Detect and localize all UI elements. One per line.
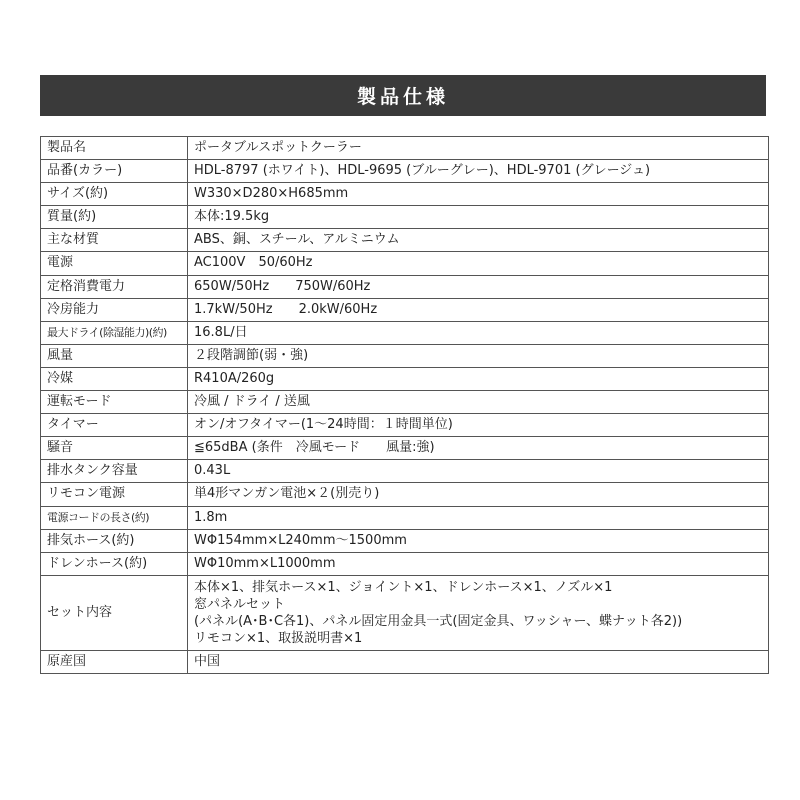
- row-value: ABS、銅、スチール、アルミニウム: [188, 229, 769, 252]
- row-value: 本体:19.5kg: [188, 206, 769, 229]
- table-row: [41, 298, 769, 321]
- table-row: [41, 229, 769, 252]
- table-row: [41, 529, 769, 552]
- table-row: [41, 160, 769, 183]
- row-value: 0.43L: [188, 460, 769, 483]
- table-row: [41, 321, 769, 344]
- table-row: [41, 252, 769, 275]
- row-label: 定格消費電力: [41, 275, 188, 298]
- row-label: 最大ドライ(除湿能力)(約): [41, 321, 188, 344]
- row-value: 中国: [188, 650, 769, 673]
- row-label: 質量(約): [41, 206, 188, 229]
- row-label: 電源コードの長さ(約): [41, 506, 188, 529]
- row-label: タイマー: [41, 414, 188, 437]
- table-row: [41, 275, 769, 298]
- row-value: ポータブルスポットクーラー: [188, 137, 769, 160]
- row-label: 原産国: [41, 650, 188, 673]
- row-value: WΦ154mm×L240mm〜1500mm: [188, 529, 769, 552]
- row-value: ２段階調節(弱・強): [188, 344, 769, 367]
- set-contents-line: (パネル(A･B･C各1)、パネル固定用金具一式(固定金具、ワッシャー、蝶ナット各2)): [194, 613, 683, 629]
- row-label: 冷房能力: [41, 298, 188, 321]
- table-row: [41, 552, 769, 575]
- row-label: 製品名: [41, 137, 188, 160]
- row-value: HDL-8797 (ホワイト)、HDL-9695 (ブルーグレー)、HDL-9701 (グレージュ): [188, 160, 769, 183]
- row-value: オン/オフタイマー(1〜24時間：１時間単位): [188, 414, 769, 437]
- row-value: AC100V 50/60Hz: [188, 252, 769, 275]
- row-label: 冷媒: [41, 367, 188, 390]
- row-value: 単4形マンガン電池×２(別売り): [188, 483, 769, 506]
- row-label: 主な材質: [41, 229, 188, 252]
- row-value: 冷風 / ドライ / 送風: [188, 391, 769, 414]
- row-label: 排水タンク容量: [41, 460, 188, 483]
- table-row: [41, 483, 769, 506]
- spec-table: [40, 136, 769, 674]
- set-contents-value: [188, 575, 769, 650]
- table-row: [41, 391, 769, 414]
- row-label: サイズ(約): [41, 183, 188, 206]
- row-label: 排気ホース(約): [41, 529, 188, 552]
- set-contents-line: リモコン×1、取扱説明書×1: [194, 630, 363, 646]
- row-value: WΦ10mm×L1000mm: [188, 552, 769, 575]
- table-row: [41, 137, 769, 160]
- row-value: W330×D280×H685mm: [188, 183, 769, 206]
- row-value: 1.8m: [188, 506, 769, 529]
- row-value: 1.7kW/50Hz 2.0kW/60Hz: [188, 298, 769, 321]
- row-label: セット内容: [41, 575, 188, 650]
- row-label: リモコン電源: [41, 483, 188, 506]
- row-value: 16.8L/日: [188, 321, 769, 344]
- table-row-origin: [41, 650, 769, 673]
- table-row: [41, 460, 769, 483]
- table-row: [41, 414, 769, 437]
- table-row-set-contents: [41, 575, 769, 650]
- set-contents-line: 窓パネルセット: [194, 596, 286, 612]
- row-label: ドレンホース(約): [41, 552, 188, 575]
- table-row: [41, 506, 769, 529]
- row-label: 運転モード: [41, 391, 188, 414]
- row-label: 電源: [41, 252, 188, 275]
- set-contents-line: 本体×1、排気ホース×1、ジョイント×1、ドレンホース×1、ノズル×1: [194, 579, 613, 595]
- row-label: 品番(カラー): [41, 160, 188, 183]
- table-row: [41, 183, 769, 206]
- row-value: 650W/50Hz 750W/60Hz: [188, 275, 769, 298]
- table-row: [41, 206, 769, 229]
- row-label: 風量: [41, 344, 188, 367]
- table-row: [41, 437, 769, 460]
- row-value: R410A/260g: [188, 367, 769, 390]
- table-row: [41, 367, 769, 390]
- page-title: 製品仕様: [356, 86, 449, 108]
- table-row: [41, 344, 769, 367]
- row-value: ≦65dBA (条件 冷風モード 風量:強): [188, 437, 769, 460]
- title-bar: [40, 75, 766, 116]
- row-label: 騒音: [41, 437, 188, 460]
